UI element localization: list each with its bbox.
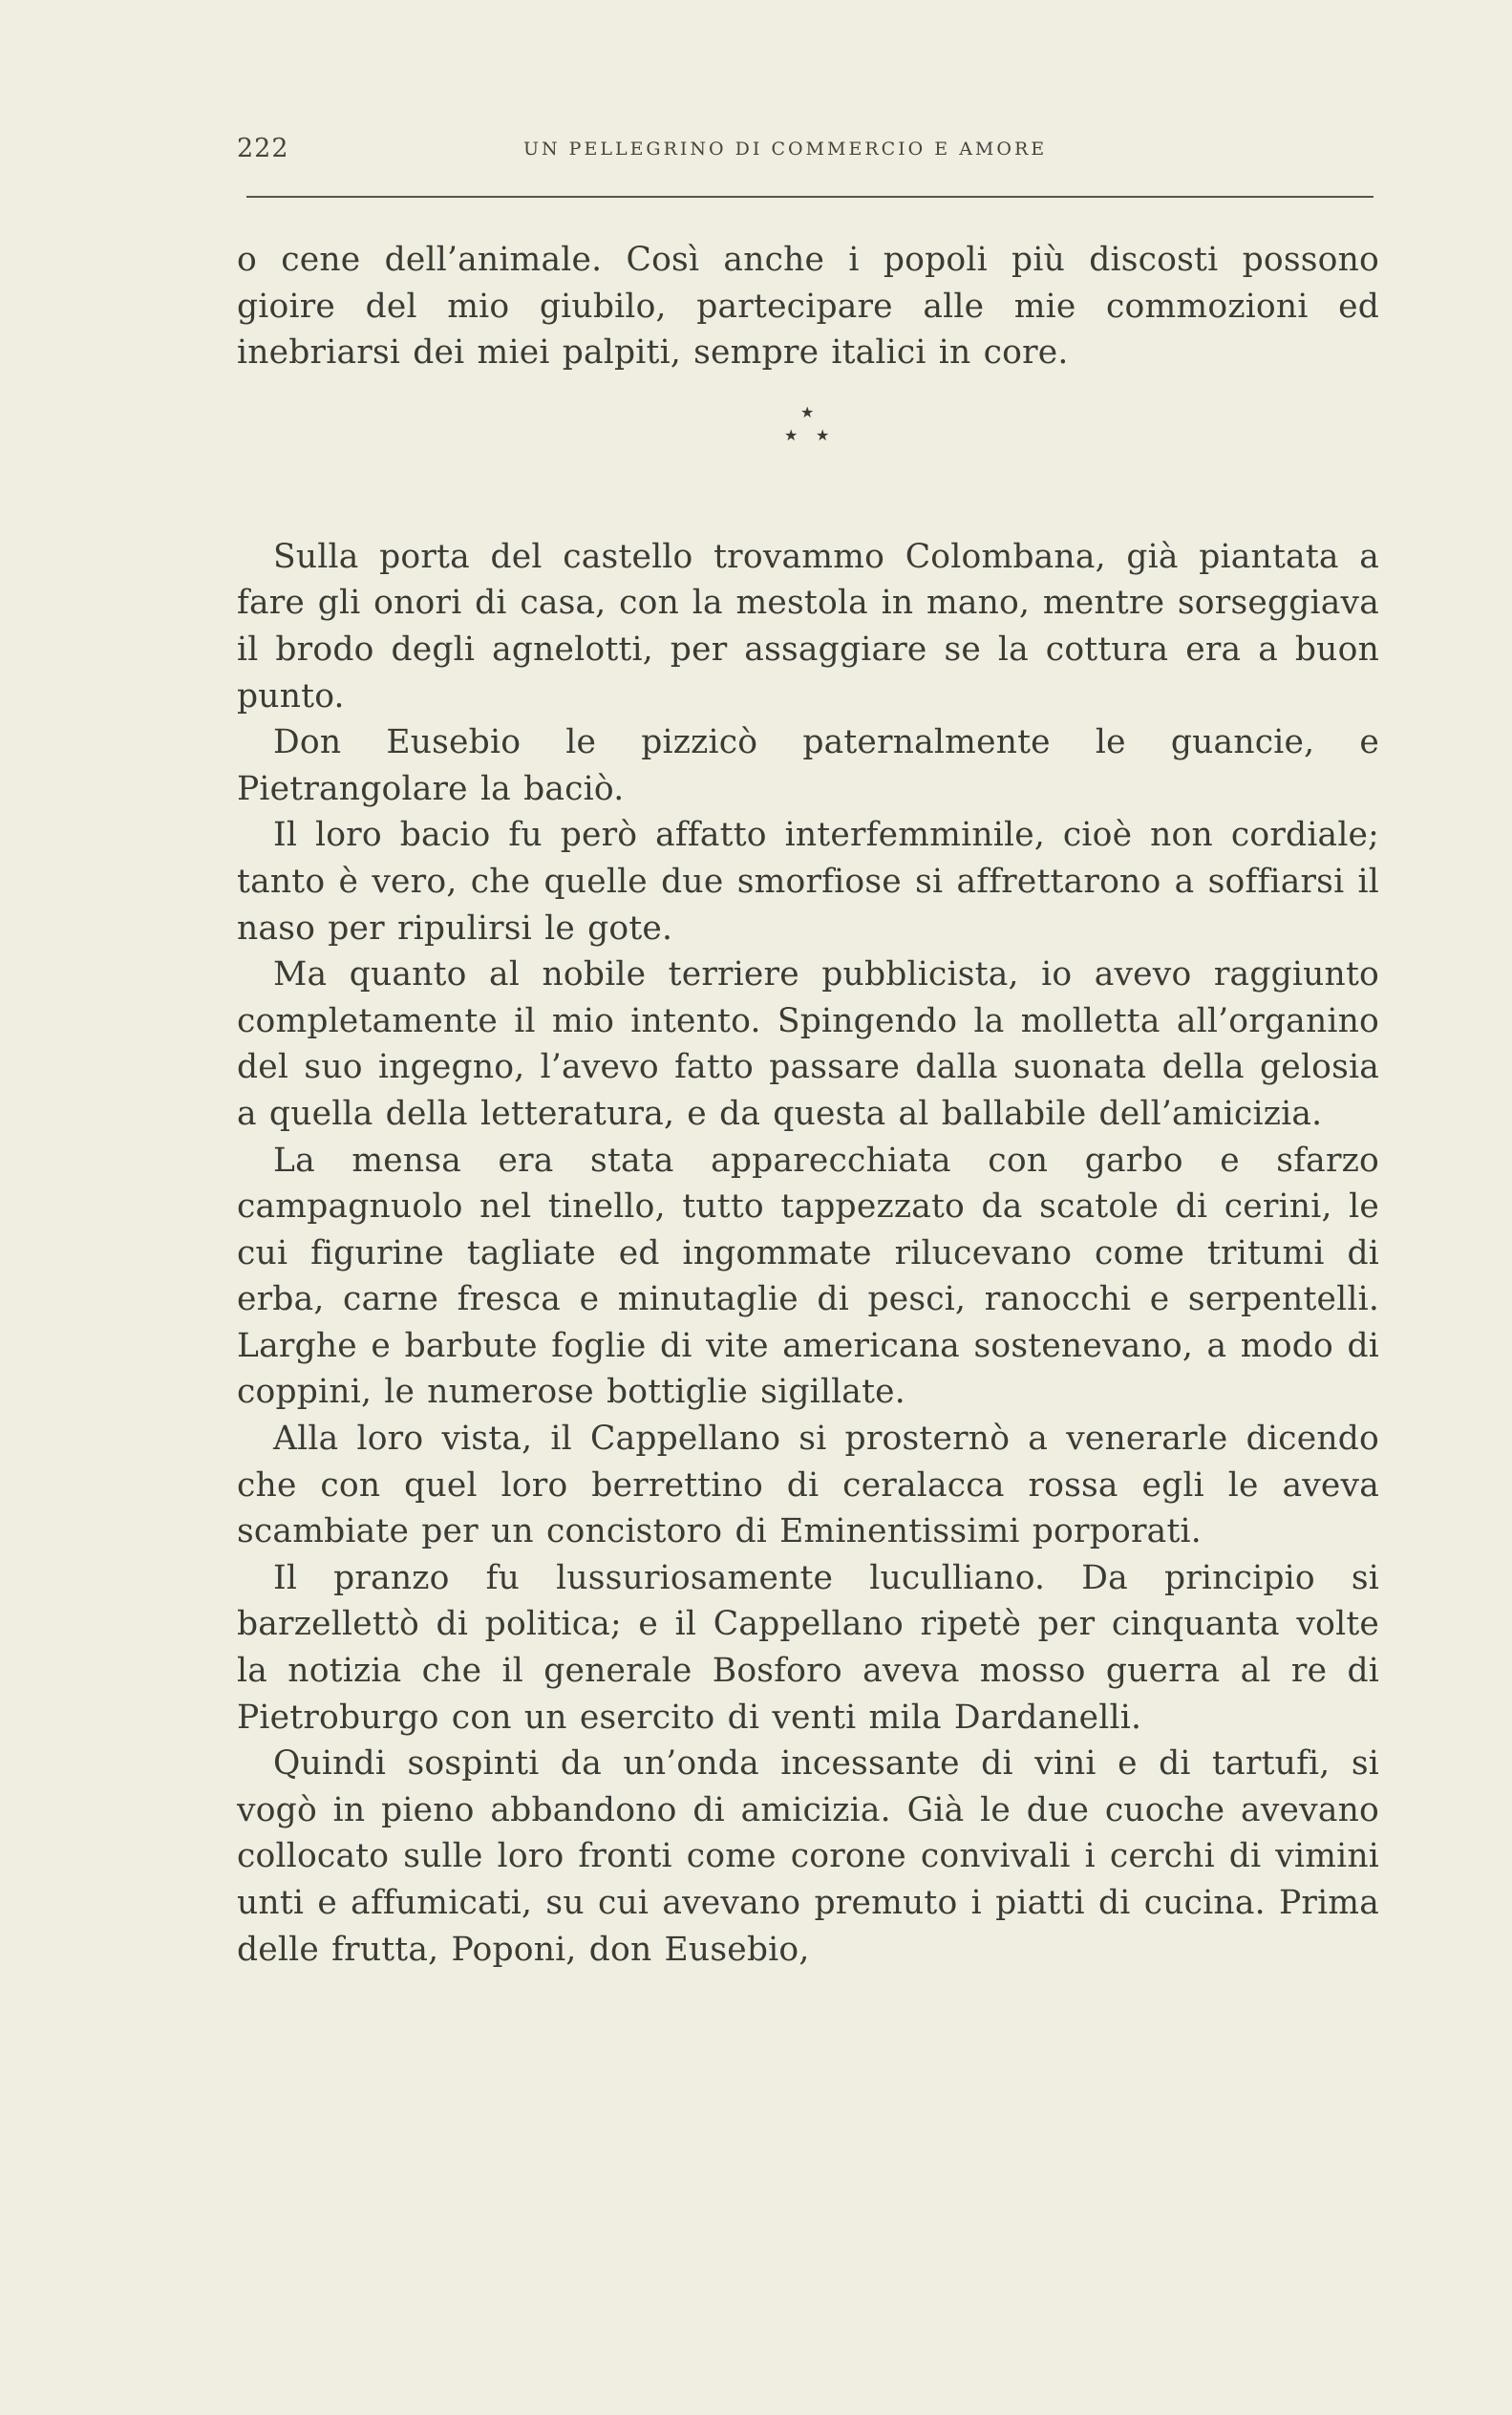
running-title: UN PELLEGRINO DI COMMERCIO E AMORE (523, 139, 1048, 160)
paragraph-6: La mensa era stata apparecchiata con garbo e sfarzo campagnuolo nel tinello, tutto tappezzato da scatole di cerini, le cui figurine tagliate ed ingommate rilucevano come tritumi di erba, carne fresca e minutaglie di pesci, ranocchi e serpentelli. Larghe e barbute foglie di vite americana sostenevano, a modo di coppini, le numerose bottiglie sigillate. (237, 1141, 1379, 1412)
header-rule (246, 196, 1374, 198)
paragraph-8: Il pranzo fu lussuriosamente luculliano. Da principio si barzellettò di politica; e il Cappellano ripetè per cinquanta volte la notizia che il generale Bosforo aveva mosso guerra al re di Pietroburgo con un esercito di venti mila Dardanelli. (237, 1558, 1379, 1737)
asterism-star-icon: ★ (784, 425, 799, 444)
paragraph-7: Alla loro vista, il Cappellano si prosternò a venerarle dicendo che con quel loro berrettino di ceralacca rossa egli le aveva scambiate per un concistoro di Eminentissimi porporati. (237, 1420, 1379, 1551)
section-break-asterism (237, 376, 1379, 534)
page-number: 222 (237, 134, 289, 163)
paragraph-9: Quindi sospinti da un’onda incessante di vini e di tartufi, si vogò in pieno abbandono di amicizia. Già le due cuoche avevano collocato sulle loro fronti come corone convivali i cerchi di vimini unti e affumicati, su cui avevano premuto i piatti di cucina. Prima delle frutta, Poponi, don Eusebio, (237, 1744, 1379, 1969)
paragraph-1: o cene dell’animale. Così anche i popoli più discosti possono gioire del mio giubilo, partecipare alle mie commozioni ed inebriarsi dei miei palpiti, sempre italici in core. (237, 241, 1379, 373)
paragraph-5: Ma quanto al nobile terriere pubblicista, io avevo raggiunto completamente il mio intento. Spingendo la molletta all’organino del suo ingegno, l’avevo fatto passare dalla suonata della gelosia a quella della letteratura, e da questa al ballabile dell’amicizia. (237, 955, 1379, 1133)
paragraph-2: Sulla porta del castello trovammo Colombana, già piantata a fare gli onori di casa, con la mestola in mano, mentre sorseggiava il brodo degli agnelotti, per assaggiare se la cottura era a buon punto. (237, 537, 1379, 716)
paragraph-4: Il loro bacio fu però affatto interfemminile, cioè non cordiale; tanto è vero, che quelle due smorfiose si affrettarono a soffiarsi il naso per ripulirsi le gote. (237, 816, 1379, 948)
asterism-star-icon: ★ (816, 425, 830, 444)
body-text (237, 237, 1379, 1973)
paragraph-3: Don Eusebio le pizzicò paternalmente le guancie, e Pietrangolare la baciò. (237, 723, 1379, 808)
page-header (237, 134, 1374, 172)
asterism-star-icon: ★ (800, 402, 815, 421)
